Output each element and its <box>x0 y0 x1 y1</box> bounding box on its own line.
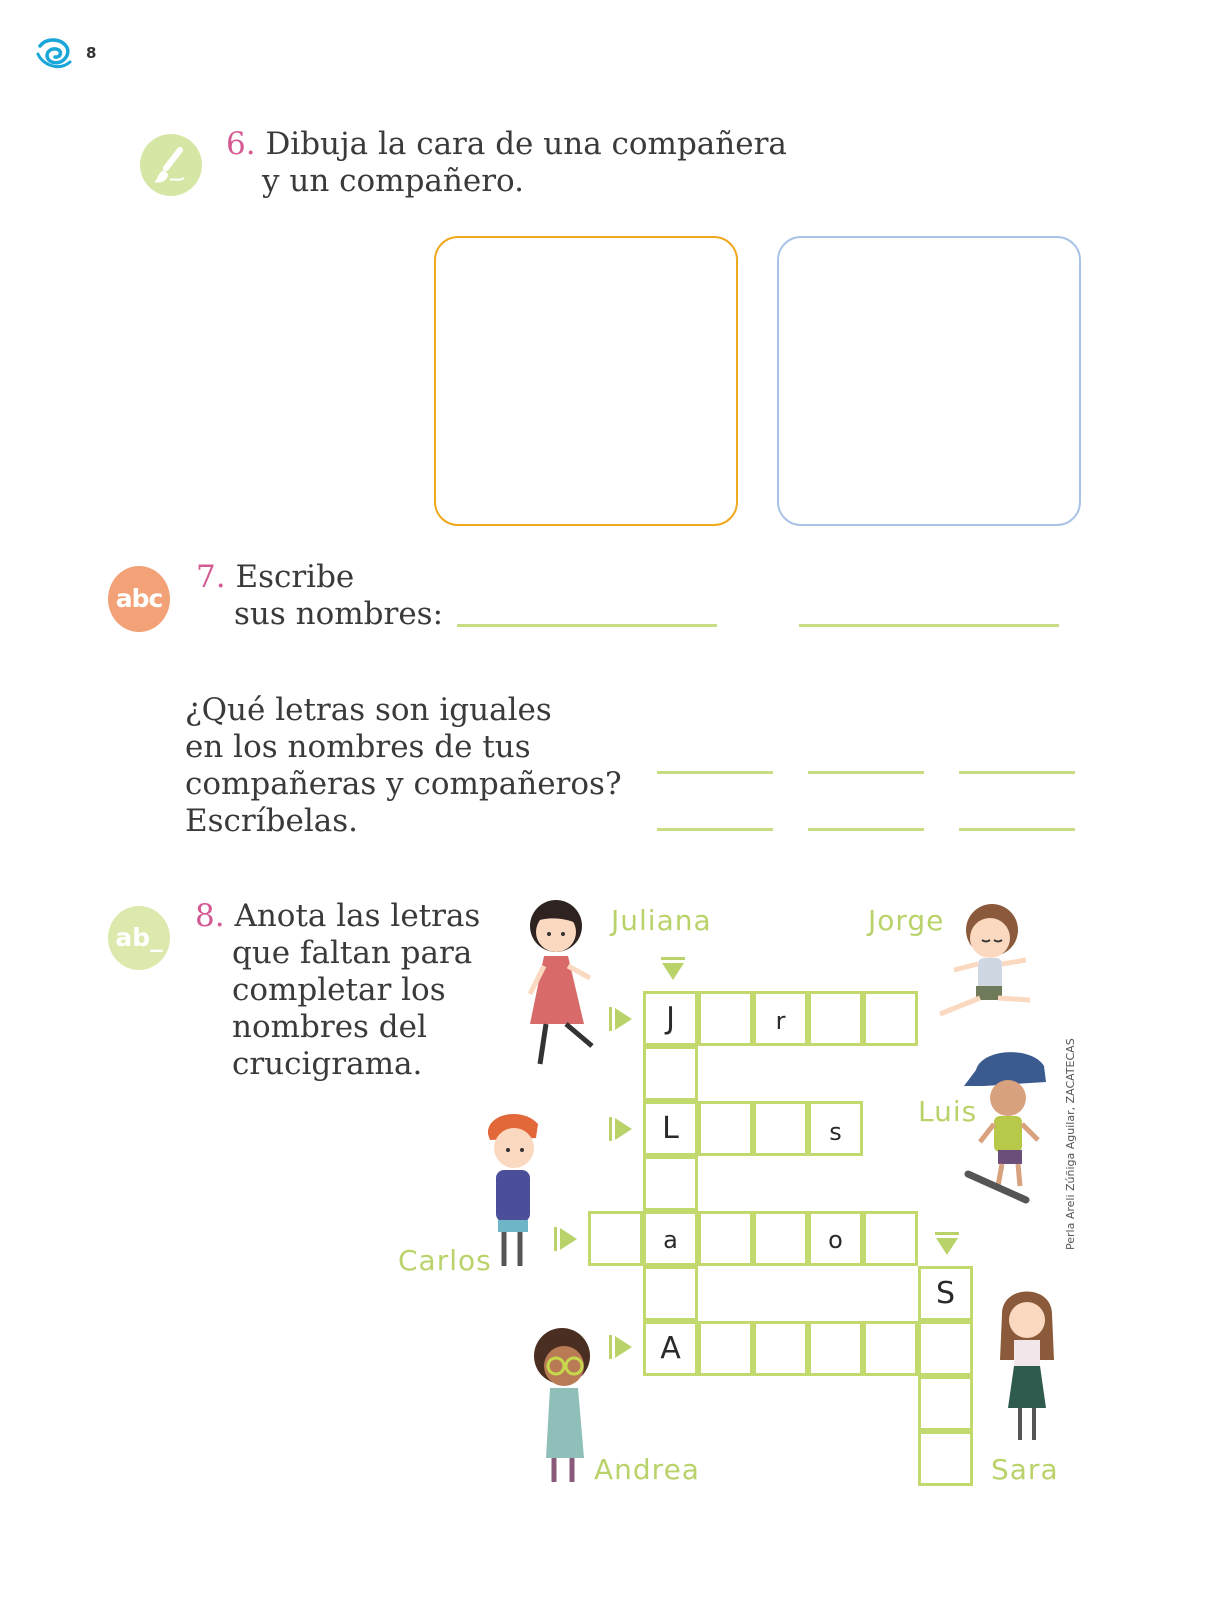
letter-answer-line[interactable] <box>959 771 1075 774</box>
q6-title <box>226 126 787 163</box>
q8-line1: Anota las letras <box>234 898 481 934</box>
crossword-letter-s-small: s <box>829 1118 842 1146</box>
arrow-right-icon <box>608 1006 634 1036</box>
crossword-cell[interactable] <box>863 1211 918 1266</box>
crossword-cell[interactable] <box>698 991 753 1046</box>
crossword-letter-r: r <box>775 1007 786 1035</box>
q8-title <box>195 898 480 935</box>
name-label-luis: Luis <box>918 1095 978 1128</box>
crossword-cell[interactable] <box>698 1101 753 1156</box>
crossword-cell[interactable] <box>918 1431 973 1486</box>
q7-sub1: ¿Qué letras son iguales <box>185 692 552 728</box>
crossword-cell[interactable] <box>863 1321 918 1376</box>
q7-sub4: Escríbelas. <box>185 803 358 839</box>
arrow-right-icon <box>553 1226 579 1256</box>
name-label-jorge: Jorge <box>868 904 945 937</box>
crossword-cell[interactable] <box>918 1376 973 1431</box>
carlos-illustration <box>478 1108 552 1278</box>
draw-brush-icon <box>140 134 202 196</box>
crossword-cell[interactable] <box>698 1211 753 1266</box>
crossword-cell[interactable] <box>863 991 918 1046</box>
crossword-cell[interactable] <box>808 1321 863 1376</box>
name-answer-line-1[interactable] <box>457 624 717 627</box>
q7-sub2: en los nombres de tus <box>185 729 531 765</box>
arrow-right-icon <box>608 1116 634 1146</box>
jorge-illustration <box>932 900 1036 1028</box>
letter-answer-line[interactable] <box>657 828 773 831</box>
q8-line4: nombres del <box>232 1009 427 1045</box>
arrow-right-icon <box>608 1334 634 1364</box>
crossword-letter-a-small: a <box>663 1226 678 1254</box>
q7-number: 7. <box>196 559 226 595</box>
arrow-down-icon <box>934 1231 960 1261</box>
name-label-juliana: Juliana <box>611 904 712 937</box>
ab-underscore-icon: ab_ <box>108 906 170 970</box>
q8-line3: completar los <box>232 972 446 1008</box>
juliana-illustration <box>512 894 608 1080</box>
sara-illustration <box>996 1280 1058 1452</box>
crossword-cell[interactable] <box>753 1321 808 1376</box>
letter-answer-line[interactable] <box>657 771 773 774</box>
crossword-cell[interactable] <box>643 1156 698 1211</box>
q7-title <box>196 559 354 596</box>
name-label-andrea: Andrea <box>594 1453 700 1486</box>
crossword-letter-a-big: A <box>660 1331 681 1366</box>
q7-sub3: compañeras y compañeros? <box>185 766 622 802</box>
drawing-box-girl[interactable] <box>434 236 738 526</box>
q6-number: 6. <box>226 126 256 162</box>
page-number: 8 <box>86 44 97 62</box>
q7-line2: sus nombres: <box>234 596 444 632</box>
q7-line1: Escribe <box>235 559 355 595</box>
crossword-cell[interactable] <box>753 1211 808 1266</box>
letter-answer-line[interactable] <box>808 828 924 831</box>
letter-answer-line[interactable] <box>959 828 1075 831</box>
crossword-cell[interactable] <box>588 1211 643 1266</box>
crossword-letter-j: J <box>666 1001 675 1036</box>
q6-line2: y un compañero. <box>262 163 525 199</box>
arrow-down-icon <box>660 956 686 986</box>
name-label-carlos: Carlos <box>398 1244 492 1277</box>
crossword-cell[interactable] <box>643 1266 698 1321</box>
publisher-logo-icon <box>36 36 76 72</box>
name-label-sara: Sara <box>991 1453 1059 1486</box>
crossword-letter-l: L <box>662 1111 679 1146</box>
crossword-letter-o-small: o <box>828 1226 843 1254</box>
crossword-cell[interactable] <box>753 1101 808 1156</box>
drawing-box-boy[interactable] <box>777 236 1081 526</box>
letter-answer-line[interactable] <box>808 771 924 774</box>
abc-icon: abc <box>108 566 170 632</box>
q8-number: 8. <box>195 898 225 934</box>
name-answer-line-2[interactable] <box>799 624 1059 627</box>
crossword-cell[interactable] <box>643 1046 698 1101</box>
q8-line5: crucigrama. <box>232 1046 423 1082</box>
illustration-credit: Perla Areli Zúñiga Aguilar, ZACATECAS <box>1064 1038 1077 1250</box>
crossword-cell[interactable] <box>808 991 863 1046</box>
andrea-illustration <box>524 1322 604 1490</box>
q6-line1: Dibuja la cara de una compañera <box>265 126 787 162</box>
crossword-letter-s-big: S <box>935 1276 956 1311</box>
luis-illustration <box>962 1046 1052 1214</box>
q8-line2: que faltan para <box>232 935 473 971</box>
crossword-cell[interactable] <box>698 1321 753 1376</box>
crossword-cell[interactable] <box>918 1321 973 1376</box>
